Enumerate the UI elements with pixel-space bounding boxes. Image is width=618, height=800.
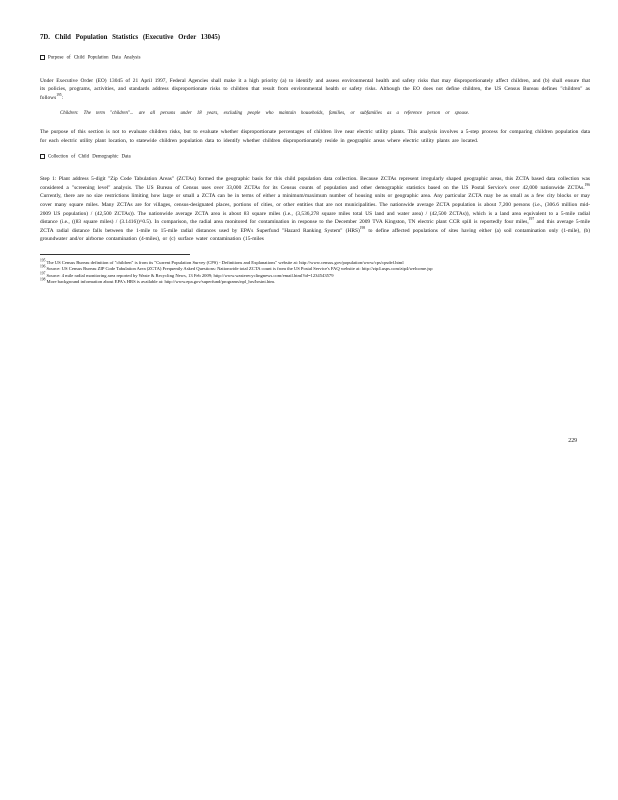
footnote-198 [40,279,590,285]
step-1-text-c: and this average 5-mile ZCTA radial distance falls between the 1-mile to 15-mile radial distances used by EPA's Superfund "Hazard Ranking System" (HRS) [40,219,590,234]
step-1-label: Step 1: [40,176,57,183]
footnote-text: The US Census Bureau definition of "children" is from its "Current Population Survey (CPS) - Definitions and Explanations" website at: http://www.census.gov/population/www/cps/cpsdef.html [46,259,404,265]
footnote-number: 196 [40,264,46,269]
footnote-ref-197[interactable]: 197 [528,217,535,222]
section-heading: 7D. Child Population Statistics (Executive Order 13045) [40,34,221,41]
subheading-purpose-text: Purpose of Child Population Data Analysis [48,55,141,61]
children-definition-quote: Children: The term "children"... are all persons under 18 years, excluding people who maintain households, families, or subfamilies as a reference person or spouse. [60,111,470,117]
subheading-purpose [40,55,590,61]
step-1-text-b: Currently, there are no size restrictions limiting how large or small a ZCTA can be in terms of either a minimum/maximum number of housing units or geographic area. Any particular ZCTA may be as small as a few city blocks or may cover many square miles. Many ZCTAs are for villages, census-designated places, portions of cities, or other entities that are not municipalities. The nationwide average ZCTA population is about 7,200 persons (i.e., (306.6 million mid-2009 US population) / (42,500 ZCTAs)). The nationwide average ZCTA area is about 83 square miles (i.e., (3,536,278 square miles total US land and water area) / (42,500 ZCTAs)), which is a land area equivalent to a 5-mile radial distance (i.e., ((83 square miles) / (3.1416))^0.5). In comparison, the radial area monitored for contamination in response to the December 2009 TVA Kingston, TN electric plant CCR spill is reportedly four miles, [40,193,590,226]
subheading-collection-text: Collection of Child Demographic Data [48,154,131,160]
footnote-ref-195[interactable]: 195 [56,93,62,97]
step-1 [40,175,590,244]
checkbox-bullet-icon [40,154,45,159]
footnote-ref-198[interactable]: 198 [359,225,366,230]
checkbox-bullet-icon [40,55,45,60]
paragraph-eo-text: Under Executive Order (EO) 13045 of 21 April 1997, Federal Agencies shall make it a high priority (a) to identify and assess environmental health and safety risks that may disproportionately affect children, and (b) shall ensure that its policies, programs, activities, and standards address disproportionate risks to children that result from environmental health or safety risks. Although the EO does not define children, the US Census Bureau defines "children" as follows [40,77,590,101]
footnote-text: More background information about EPA's HRS is available at: http://www.epa.gov/superfund/programs/npl_hrs/hrsint.htm. [46,279,276,285]
footnote-ref-196[interactable]: 196 [584,182,590,187]
step-1-text-d: to define affected populations of sites having either (a) soil contamination only (1-mile), (b) groundwater and/or airborne contamination (4-miles), or (c) surface water contamination (15-miles [40,227,590,243]
paragraph-purpose: The purpose of this section is not to evaluate children risks, but to evaluate whether disproportionate percentages of children live near electric utility plants. This analysis involves a 5-step process for comparing children population data for each electric utility plant location, to statewide children population data to identify whether children disproportionately reside in geographic areas where electric utility plants are located. [40,129,590,144]
step-1-text-a: Plant address 5-digit "Zip Code Tabulation Areas" (ZCTAs) formed the geographic basis for this child population data collection. Because ZCTAs represent irregularly shaped geographic areas, this ZCTA based data collection was considered a "screening level" analysis. The US Bureau of Census uses over 33,000 ZCTAs for its Census counts of population and other demographic statistics based on the US Postal Service's over 42,000 nationwide ZCTAs. [40,176,590,191]
footnote-number: 197 [40,271,46,276]
footnote-divider [40,254,190,255]
subheading-collection [40,154,590,160]
footnote-text: Source: 4 mile radial monitoring area reported by Waste & Recycling News, 13 Feb 2009; http://www.wasterecyclingnews.com/email.html?id=1234543579 [46,272,334,278]
paragraph-eo: Under Executive Order (EO) 13045 of 21 April 1997, Federal Agencies shall make it a high priority (a) to identify and assess environmental health and safety risks that may disproportionately affect children, and (b) shall ensure that its policies, programs, activities, and standards address disproportionate risks to children that result from environmental health or safety risks. Although the EO does not define children, the US Census Bureau defines "children" as follows$^{195}$: [40,77,590,101]
page-number: 229 [568,438,577,444]
footnote-text: Source: US Census Bureau ZIP Code Tabulation Area (ZCTA) Frequently Asked Questions: Nationwide total ZCTA count is from the US Postal Service's FAQ website at: http://zip4.usps.com/zip4/welcome.jsp [46,266,433,272]
footnote-number: 195 [40,258,46,263]
footnote-number: 198 [40,277,46,282]
